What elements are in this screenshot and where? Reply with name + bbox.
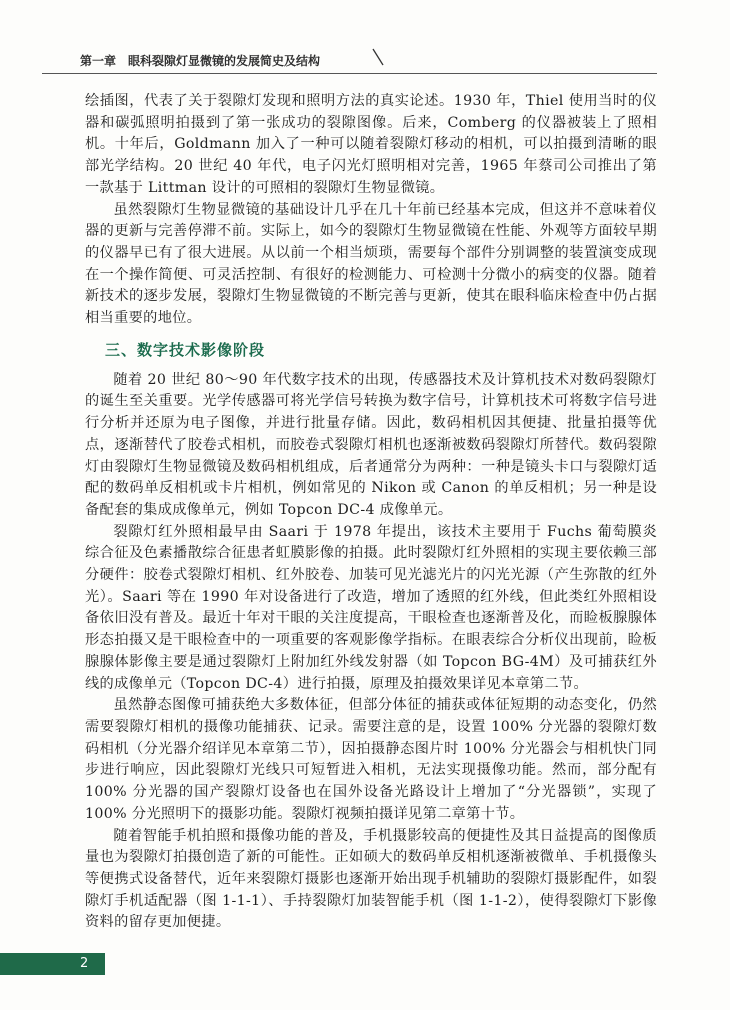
page-number: 2	[80, 956, 89, 971]
section-heading: 三、数字技术影像阶段	[105, 340, 266, 359]
body-paragraph: 绘插图，代表了关于裂隙灯发现和照明方法的真实论述。1930 年，Thiel 使用当时的仪器和碳弧照明拍摄到了第一张成功的裂隙图像。后来，Comberg 的仪器被装上了照相机。十年后，Goldmann 加入了一种可以随着裂隙灯移动的相机，可以拍摄到清晰的眼部光学结构。20 世纪 40 年代，电子闪光灯照明相对完善，1965 年蔡司公司推出了第一款基于 Littman 设计的可照相的裂隙灯生物显微镜。	[85, 93, 657, 196]
running-header	[38, 0, 650, 68]
page-number-band	[0, 953, 105, 975]
header-divider	[42, 73, 657, 74]
header-slash-ornament	[371, 48, 385, 66]
chapter-title: 第一章 眼科裂隙灯显微镜的发展简史及结构	[80, 54, 321, 68]
body-paragraph: 随着智能手机拍照和摄像功能的普及，手机摄影较高的便捷性及其日益提高的图像质量也为裂隙灯拍摄创造了新的可能性。正如硕大的数码单反相机逐渐被微单、手机摄像头等便携式设备替代，近年来裂隙灯摄影也逐渐开始出现手机辅助的裂隙灯摄影配件，如裂隙灯手机适配器（图 1-1-1）、手持裂隙灯加装智能手机（图 1-1-2），使得裂隙灯下影像资料的留存更加便捷。	[85, 827, 657, 931]
body-paragraph: 虽然静态图像可捕获绝大多数体征，但部分体征的捕获或体征短期的动态变化，仍然需要裂隙灯相机的摄像功能捕获、记录。需要注意的是，设置 100% 分光器的裂隙灯数码相机（分光器介绍详见本章第二节），因拍摄静态图片时 100% 分光器会与相机快门同步进行响应，因此裂隙灯光线只可短暂进入相机，无法实现摄像功能。然而，部分配有 100% 分光器的国产裂隙灯设备也在国外设备光路设计上增加了“分光器锁”，实现了 100% 分光照明下的摄影功能。裂隙灯视频拍摄详见第二章第十节。	[85, 697, 657, 822]
body-paragraph: 随着 20 世纪 80～90 年代数字技术的出现，传感器技术及计算机技术对数码裂隙灯的诞生至关重要。光学传感器可将光学信号转换为数字信号，计算机技术可将数字信号进行分析并还原为电子图像，并进行批量存储。因此，数码相机因其便捷、批量拍摄等优点，逐渐替代了胶卷式相机，而胶卷式裂隙灯相机也逐渐被数码裂隙灯所替代。数码裂隙灯由裂隙灯生物显微镜及数码相机组成，后者通常分为两种：一种是镜头卡口与裂隙灯适配的数码单反相机或卡片相机，例如常见的 Nikon 或 Canon 的单反相机；另一种是设备配套的集成成像单元，例如 Topcon DC-4 成像单元。	[85, 371, 657, 518]
body-paragraph: 虽然裂隙灯生物显微镜的基础设计几乎在几十年前已经基本完成，但这并不意味着仪器的更新与完善停滞不前。实际上，如今的裂隙灯生物显微镜在性能、外观等方面较早期的仪器早已有了很大进展。从以前一个相当烦琐，需要每个部件分别调整的装置演变成现在一个操作简便、可灵活控制、有很好的检测能力、可检测十分微小的病变的仪器。随着新技术的逐步发展，裂隙灯生物显微镜的不断完善与更新，使其在眼科临床检查中仍占据相当重要的地位。	[85, 201, 657, 327]
page-body	[85, 91, 657, 934]
body-paragraph: 裂隙灯红外照相最早由 Saari 于 1978 年提出，该技术主要用于 Fuchs 葡萄膜炎综合征及色素播散综合征患者虹膜影像的拍摄。此时裂隙灯红外照相的实现主要依赖三部分硬件：胶卷式裂隙灯相机、红外胶卷、加装可见光滤光片的闪光光源（产生弥散的红外光）。Saari 等在 1990 年对设备进行了改造，增加了透照的红外线，但此类红外照相设备依旧没有普及。最近十年对干眼的关注度提高，干眼检查也逐渐普及化，而睑板腺腺体形态拍摄又是干眼检查中的一项重要的客观影像学指标。在眼表综合分析仪出现前，睑板腺腺体影像主要是通过裂隙灯上附加红外线发射器（如 Topcon BG-4M）及可捕获红外线的成像单元（Topcon DC-4）进行拍摄，原理及拍摄效果详见本章第二节。	[85, 523, 657, 692]
